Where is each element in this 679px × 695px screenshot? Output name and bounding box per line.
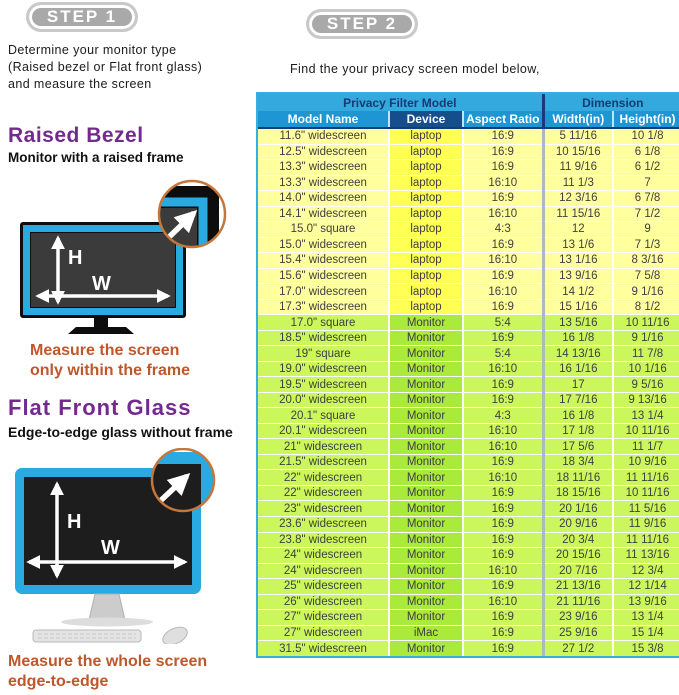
table-row <box>258 144 679 160</box>
group-header-privacy-filter-model: Privacy Filter Model <box>258 94 543 111</box>
cell-height: 10 11/16 <box>613 315 679 331</box>
monitor-stand-base <box>68 327 134 334</box>
cell-width: 16 1/8 <box>543 408 613 424</box>
cell-aspect-ratio: 16:9 <box>463 548 543 564</box>
cell-model: 25" widescreen <box>258 579 389 595</box>
cell-width: 12 <box>543 222 613 238</box>
flat-front-glass-subtitle: Edge-to-edge glass without frame <box>8 424 233 440</box>
table-row <box>258 517 679 533</box>
cell-device: Monitor <box>389 470 463 486</box>
cell-width: 17 1/8 <box>543 423 613 439</box>
cell-model: 20.1" widescreen <box>258 423 389 439</box>
cell-device: laptop <box>389 237 463 253</box>
table-row <box>258 315 679 331</box>
table-row <box>258 548 679 564</box>
cell-model: 19.5" widescreen <box>258 377 389 393</box>
cell-width: 17 <box>543 377 613 393</box>
group-header-dimension: Dimension <box>543 94 679 111</box>
cell-device: Monitor <box>389 361 463 377</box>
cell-model: 21" widescreen <box>258 439 389 455</box>
cell-device: Monitor <box>389 517 463 533</box>
cell-aspect-ratio: 16:9 <box>463 191 543 207</box>
cell-width: 11 1/3 <box>543 175 613 191</box>
cell-device: laptop <box>389 206 463 222</box>
table-row <box>258 253 679 269</box>
cell-width: 10 15/16 <box>543 144 613 160</box>
cell-height: 10 11/16 <box>613 485 679 501</box>
cell-aspect-ratio: 16:9 <box>463 392 543 408</box>
table-row <box>258 175 679 191</box>
cell-aspect-ratio: 16:10 <box>463 361 543 377</box>
cell-height: 8 3/16 <box>613 253 679 269</box>
cell-device: Monitor <box>389 346 463 362</box>
step1-badge-label: STEP 1 <box>46 7 118 26</box>
cell-model: 15.4" widescreen <box>258 253 389 269</box>
cell-aspect-ratio: 16:9 <box>463 160 543 176</box>
width-label: W <box>92 273 111 295</box>
table-row <box>258 408 679 424</box>
keyboard <box>33 630 141 642</box>
cell-aspect-ratio: 16:10 <box>463 423 543 439</box>
column-header-device: Device <box>389 111 463 128</box>
step2-badge-label: STEP 2 <box>326 14 398 33</box>
cell-device: Monitor <box>389 579 463 595</box>
flat-front-glass-caption-line2: edge-to-edge <box>8 673 109 690</box>
table-row <box>258 470 679 486</box>
cell-model: 24" widescreen <box>258 548 389 564</box>
cell-aspect-ratio: 16:10 <box>463 470 543 486</box>
cell-width: 13 9/16 <box>543 268 613 284</box>
cell-model: 20.0" widescreen <box>258 392 389 408</box>
cell-device: Monitor <box>389 408 463 424</box>
cell-aspect-ratio: 16:9 <box>463 299 543 315</box>
cell-width: 13 1/6 <box>543 237 613 253</box>
cell-height: 10 1/16 <box>613 361 679 377</box>
cell-height: 7 1/3 <box>613 237 679 253</box>
cell-width: 17 5/6 <box>543 439 613 455</box>
cell-height: 9 1/16 <box>613 284 679 300</box>
cell-width: 16 1/16 <box>543 361 613 377</box>
cell-width: 27 1/2 <box>543 641 613 656</box>
raised-bezel-caption-line1: Measure the screen <box>30 342 180 359</box>
raised-bezel-monitor-illustration <box>10 178 250 338</box>
cell-aspect-ratio: 16:9 <box>463 579 543 595</box>
cell-width: 16 1/8 <box>543 330 613 346</box>
step2-intro-text: Find the your privacy screen model below, <box>290 62 540 76</box>
cell-width: 13 1/16 <box>543 253 613 269</box>
cell-aspect-ratio: 5:4 <box>463 346 543 362</box>
cell-model: 31.5" widescreen <box>258 641 389 656</box>
cell-width: 11 9/16 <box>543 160 613 176</box>
flat-front-glass-caption <box>8 652 207 692</box>
cell-height: 15 3/8 <box>613 641 679 656</box>
cell-height: 13 1/4 <box>613 408 679 424</box>
table-column-header-row <box>258 111 679 128</box>
table-row <box>258 191 679 207</box>
cell-model: 23.8" widescreen <box>258 532 389 548</box>
cell-width: 18 15/16 <box>543 485 613 501</box>
cell-aspect-ratio: 16:9 <box>463 128 543 144</box>
cell-height: 12 1/14 <box>613 579 679 595</box>
cell-height: 10 11/16 <box>613 423 679 439</box>
column-header-height: Height(in) <box>613 111 679 128</box>
cell-height: 9 5/16 <box>613 377 679 393</box>
table-row <box>258 485 679 501</box>
cell-aspect-ratio: 16:10 <box>463 253 543 269</box>
step2-badge <box>306 9 418 39</box>
cell-device: Monitor <box>389 501 463 517</box>
table-row <box>258 641 679 656</box>
cell-aspect-ratio: 16:10 <box>463 175 543 191</box>
cell-width: 20 7/16 <box>543 563 613 579</box>
table-row <box>258 284 679 300</box>
table-row <box>258 454 679 470</box>
cell-aspect-ratio: 16:9 <box>463 237 543 253</box>
step1-badge <box>26 2 138 32</box>
table-row <box>258 439 679 455</box>
cell-device: laptop <box>389 191 463 207</box>
cell-device: Monitor <box>389 423 463 439</box>
cell-model: 14.1" widescreen <box>258 206 389 222</box>
cell-aspect-ratio: 16:9 <box>463 330 543 346</box>
cell-device: laptop <box>389 144 463 160</box>
cell-device: Monitor <box>389 439 463 455</box>
cell-aspect-ratio: 16:10 <box>463 284 543 300</box>
cell-device: laptop <box>389 175 463 191</box>
cell-aspect-ratio: 16:9 <box>463 377 543 393</box>
cell-model: 15.0" widescreen <box>258 237 389 253</box>
cell-aspect-ratio: 5:4 <box>463 315 543 331</box>
table-row <box>258 330 679 346</box>
table-row <box>258 268 679 284</box>
cell-width: 14 13/16 <box>543 346 613 362</box>
table-row <box>258 237 679 253</box>
cell-model: 22" widescreen <box>258 470 389 486</box>
raised-bezel-caption <box>30 341 190 381</box>
cell-device: Monitor <box>389 641 463 656</box>
height-label: H <box>67 511 82 533</box>
table-row <box>258 563 679 579</box>
table-row <box>258 532 679 548</box>
cell-device: Monitor <box>389 594 463 610</box>
cell-width: 20 9/16 <box>543 517 613 533</box>
table-group-header-row <box>258 94 679 111</box>
raised-bezel-caption-line2: only within the frame <box>30 362 191 379</box>
cell-height: 12 3/4 <box>613 563 679 579</box>
cell-device: laptop <box>389 284 463 300</box>
privacy-filter-size-table <box>256 92 679 658</box>
column-header-model-name: Model Name <box>258 111 389 128</box>
cell-device: Monitor <box>389 532 463 548</box>
cell-model: 17.3" widescreen <box>258 299 389 315</box>
column-header-width: Width(in) <box>543 111 613 128</box>
cell-model: 13.3" widescreen <box>258 175 389 191</box>
cell-model: 27" widescreen <box>258 625 389 641</box>
table-row <box>258 610 679 626</box>
cell-model: 19" square <box>258 346 389 362</box>
cell-aspect-ratio: 16:9 <box>463 501 543 517</box>
cell-width: 15 1/16 <box>543 299 613 315</box>
cell-height: 9 13/16 <box>613 392 679 408</box>
cell-width: 17 7/16 <box>543 392 613 408</box>
cell-height: 10 1/8 <box>613 128 679 144</box>
raised-bezel-subtitle: Monitor with a raised frame <box>8 150 184 165</box>
cell-model: 17.0" widescreen <box>258 284 389 300</box>
cell-aspect-ratio: 16:10 <box>463 594 543 610</box>
cell-width: 21 13/16 <box>543 579 613 595</box>
imac-stand <box>89 594 125 620</box>
cell-device: Monitor <box>389 563 463 579</box>
cell-height: 11 11/16 <box>613 532 679 548</box>
cell-aspect-ratio: 16:9 <box>463 625 543 641</box>
table-row <box>258 501 679 517</box>
mouse <box>160 624 190 644</box>
step1-intro-text <box>8 42 202 93</box>
step1-intro-line2: (Raised bezel or Flat front glass) <box>8 60 203 74</box>
cell-aspect-ratio: 4:3 <box>463 222 543 238</box>
cell-width: 13 5/16 <box>543 315 613 331</box>
cell-height: 9 <box>613 222 679 238</box>
cell-aspect-ratio: 16:10 <box>463 206 543 222</box>
step1-intro-line3: and measure the screen <box>8 77 152 91</box>
cell-height: 8 1/2 <box>613 299 679 315</box>
table-row <box>258 299 679 315</box>
cell-height: 7 <box>613 175 679 191</box>
table-row <box>258 346 679 362</box>
cell-aspect-ratio: 4:3 <box>463 408 543 424</box>
cell-device: laptop <box>389 128 463 144</box>
cell-aspect-ratio: 16:9 <box>463 268 543 284</box>
table-row <box>258 423 679 439</box>
cell-model: 24" widescreen <box>258 563 389 579</box>
cell-model: 19.0" widescreen <box>258 361 389 377</box>
cell-height: 11 11/16 <box>613 470 679 486</box>
imac-stand-base <box>61 618 153 627</box>
cell-model: 23.6" widescreen <box>258 517 389 533</box>
cell-model: 11.6" widescreen <box>258 128 389 144</box>
raised-bezel-title: Raised Bezel <box>8 124 144 147</box>
cell-width: 18 3/4 <box>543 454 613 470</box>
cell-width: 14 1/2 <box>543 284 613 300</box>
cell-width: 20 1/16 <box>543 501 613 517</box>
cell-device: laptop <box>389 253 463 269</box>
cell-device: laptop <box>389 268 463 284</box>
cell-device: iMac <box>389 625 463 641</box>
table-row <box>258 377 679 393</box>
cell-height: 7 1/2 <box>613 206 679 222</box>
cell-device: Monitor <box>389 548 463 564</box>
flat-front-glass-monitor-illustration <box>5 448 255 644</box>
cell-width: 20 3/4 <box>543 532 613 548</box>
table-row <box>258 361 679 377</box>
cell-width: 21 11/16 <box>543 594 613 610</box>
table-row <box>258 222 679 238</box>
monitor-stand-neck <box>94 318 108 328</box>
cell-height: 6 1/8 <box>613 144 679 160</box>
cell-model: 13.3" widescreen <box>258 160 389 176</box>
cell-model: 17.0" square <box>258 315 389 331</box>
cell-device: Monitor <box>389 315 463 331</box>
table-body <box>258 128 679 656</box>
cell-model: 22" widescreen <box>258 485 389 501</box>
table-row <box>258 206 679 222</box>
cell-device: Monitor <box>389 377 463 393</box>
cell-height: 11 7/8 <box>613 346 679 362</box>
cell-model: 12.5" widescreen <box>258 144 389 160</box>
cell-width: 25 9/16 <box>543 625 613 641</box>
flat-front-glass-caption-line1: Measure the whole screen <box>8 653 208 670</box>
cell-device: laptop <box>389 160 463 176</box>
height-label: H <box>68 247 83 269</box>
cell-aspect-ratio: 16:10 <box>463 439 543 455</box>
table-row <box>258 579 679 595</box>
cell-height: 9 1/16 <box>613 330 679 346</box>
table-row <box>258 625 679 641</box>
step1-intro-line1: Determine your monitor type <box>8 43 177 57</box>
cell-width: 20 15/16 <box>543 548 613 564</box>
cell-model: 14.0" widescreen <box>258 191 389 207</box>
cell-height: 11 9/16 <box>613 517 679 533</box>
cell-device: Monitor <box>389 330 463 346</box>
cell-model: 21.5" widescreen <box>258 454 389 470</box>
cell-model: 20.1" square <box>258 408 389 424</box>
cell-device: laptop <box>389 222 463 238</box>
cell-model: 15.0" square <box>258 222 389 238</box>
cell-height: 15 1/4 <box>613 625 679 641</box>
cell-height: 13 9/16 <box>613 594 679 610</box>
cell-model: 23" widescreen <box>258 501 389 517</box>
cell-width: 5 11/16 <box>543 128 613 144</box>
cell-width: 18 11/16 <box>543 470 613 486</box>
cell-model: 27" widescreen <box>258 610 389 626</box>
cell-model: 26" widescreen <box>258 594 389 610</box>
cell-height: 13 1/4 <box>613 610 679 626</box>
table-row <box>258 594 679 610</box>
cell-model: 15.6" widescreen <box>258 268 389 284</box>
cell-device: Monitor <box>389 610 463 626</box>
cell-aspect-ratio: 16:9 <box>463 641 543 656</box>
cell-aspect-ratio: 16:9 <box>463 517 543 533</box>
table-row <box>258 160 679 176</box>
cell-device: Monitor <box>389 454 463 470</box>
cell-height: 11 5/16 <box>613 501 679 517</box>
cell-height: 6 7/8 <box>613 191 679 207</box>
cell-aspect-ratio: 16:9 <box>463 610 543 626</box>
cell-aspect-ratio: 16:9 <box>463 532 543 548</box>
cell-height: 6 1/2 <box>613 160 679 176</box>
cell-aspect-ratio: 16:9 <box>463 144 543 160</box>
cell-width: 11 15/16 <box>543 206 613 222</box>
cell-model: 18.5" widescreen <box>258 330 389 346</box>
table-row <box>258 128 679 144</box>
cell-aspect-ratio: 16:9 <box>463 485 543 501</box>
width-label: W <box>101 537 120 559</box>
cell-aspect-ratio: 16:9 <box>463 454 543 470</box>
cell-width: 12 3/16 <box>543 191 613 207</box>
cell-aspect-ratio: 16:10 <box>463 563 543 579</box>
cell-device: Monitor <box>389 485 463 501</box>
cell-height: 10 9/16 <box>613 454 679 470</box>
cell-width: 23 9/16 <box>543 610 613 626</box>
cell-device: laptop <box>389 299 463 315</box>
cell-device: Monitor <box>389 392 463 408</box>
table-row <box>258 392 679 408</box>
cell-height: 7 5/8 <box>613 268 679 284</box>
cell-height: 11 13/16 <box>613 548 679 564</box>
column-header-aspect-ratio: Aspect Ratio <box>463 111 543 128</box>
flat-front-glass-title: Flat Front Glass <box>8 395 192 420</box>
cell-height: 11 1/7 <box>613 439 679 455</box>
